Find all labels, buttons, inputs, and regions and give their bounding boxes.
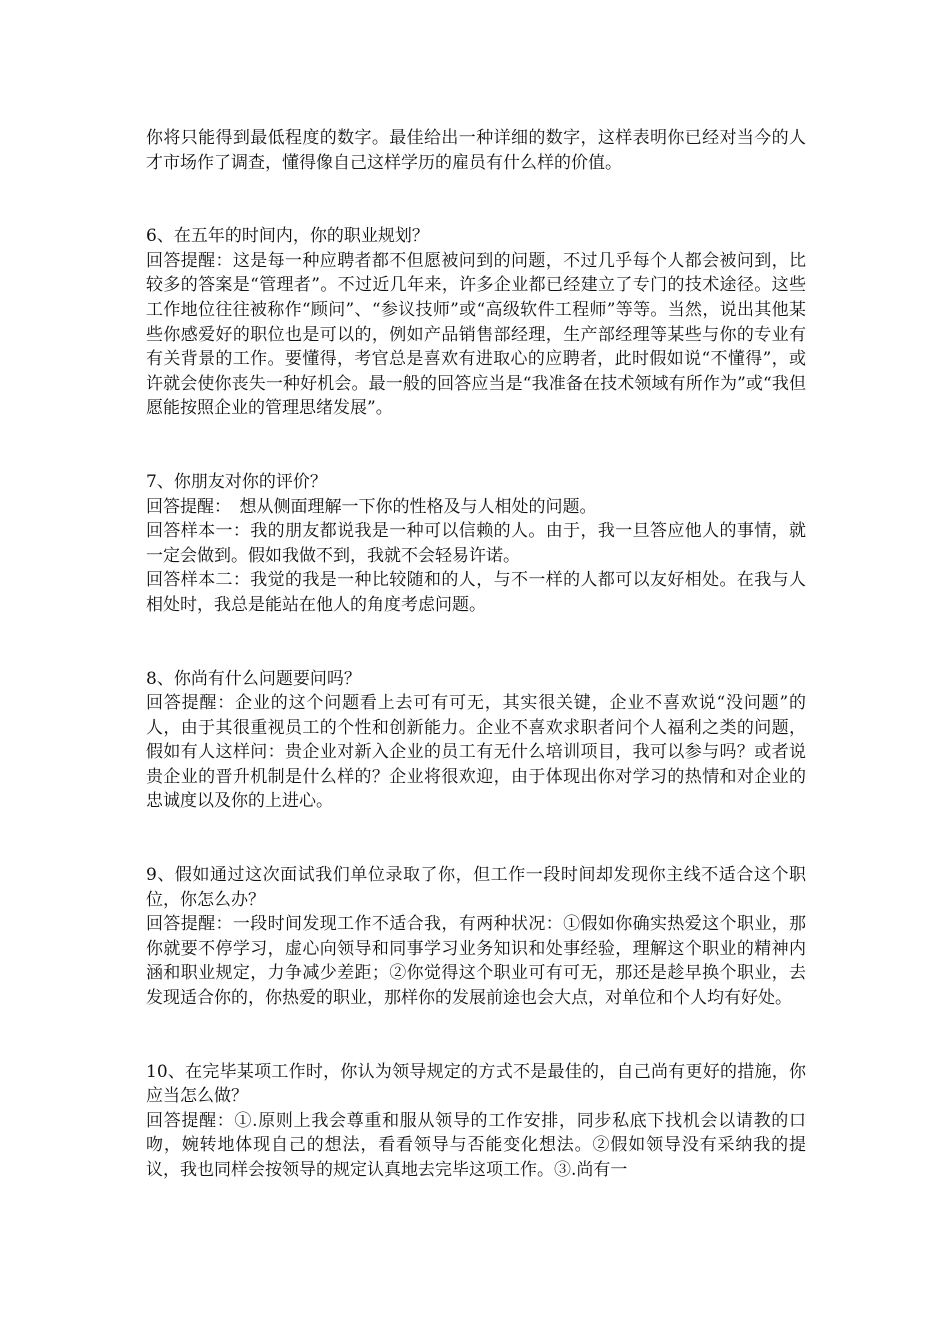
- answer-sample-paragraph: 回答样本一：我的朋友都说我是一种可以信赖的人。由于，我一旦答应他人的事情，就一定会做到。假如我做不到，我就不会轻易许诺。: [146, 521, 806, 566]
- answer-paragraph: 回答提醒：这是每一种应聘者都不但愿被问到的问题，不过几乎每个人都会被问到，比较多的答案是“管理者”。不过近几年来，许多企业都已经建立了专门的技术途径。这些工作地位往往被称作“顾问”、“参议技师”或“高级软件工程师”等等。当然，说出其他某些你感爱好的职位也是可以的，例如产品销售部经理，生产部经理等某些与你的专业有有关背景的工作。要懂得，考官总是喜欢有进取心的应聘者，此时假如说“不懂得”，或许就会使你丧失一种好机会。最一般的回答应当是“我准备在技术领域有所作为”或“我但愿能按照企业的管理思绪发展”。: [146, 250, 806, 419]
- section-gap: [146, 618, 806, 667]
- section-8: [146, 667, 806, 815]
- answer-sample-paragraph: 回答样本二：我觉的我是一种比较随和的人，与不一样的人都可以友好相处。在我与人相处时，我总是能站在他人的角度考虑问题。: [146, 570, 806, 615]
- question-heading: 6、在五年的时间内，你的职业规划？: [146, 226, 429, 247]
- section-gap: [146, 175, 806, 224]
- question-heading: 7、你朋友对你的评价？: [146, 471, 327, 492]
- section-10: [146, 1060, 806, 1183]
- answer-paragraph: 回答提醒：①.原则上我会尊重和服从领导的工作安排，同步私底下找机会以请教的口吻，婉转地体现自己的想法，看看领导与否能变化想法。②假如领导没有采纳我的提议，我也同样会按领导的规定认真地去完毕这项工作。③.尚有一: [146, 1110, 806, 1180]
- section-gap: [146, 421, 806, 470]
- question-heading: 8、你尚有什么问题要问吗？: [146, 668, 361, 689]
- section-9: [146, 863, 806, 1011]
- section-gap: [146, 1011, 806, 1060]
- section-gap: [146, 814, 806, 863]
- answer-paragraph: 回答提醒：一段时间发现工作不适合我，有两种状况：①假如你确实热爱这个职业，那你就要不停学习，虚心向领导和同事学习业务知识和处事经验，理解这个职业的精神内涵和职业规定，力争减少差距；②你觉得这个职业可有可无，那还是趁早换个职业，去发现适合你的，你热爱的职业，那样你的发展前途也会大点，对单位和个人均有好处。: [146, 914, 806, 1009]
- section-6: [146, 224, 806, 421]
- document-body: [146, 126, 806, 1183]
- section-7: [146, 470, 806, 618]
- answer-paragraph: 回答提醒： 想从侧面理解一下你的性格及与人相处的问题。: [146, 496, 597, 517]
- question-heading: 10、在完毕某项工作时，你认为领导规定的方式不是最佳的，自己尚有更好的措施，你应当怎么做？: [146, 1061, 806, 1107]
- question-heading: 9、假如通过这次面试我们单位录取了你，但工作一段时间却发现你主线不适合这个职位，你怎么办？: [146, 865, 806, 910]
- answer-paragraph: 回答提醒：企业的这个问题看上去可有可无，其实很关键，企业不喜欢说“没问题”的人，由于其很重视员工的个性和创新能力。企业不喜欢求职者问个人福利之类的问题，假如有人这样问：贵企业对新入企业的员工有无什么培训项目，我可以参与吗？或者说贵企业的晋升机制是什么样的？企业将很欢迎，由于体现出你对学习的热情和对企业的忠诚度以及你的上进心。: [146, 693, 806, 812]
- intro-paragraph: 你将只能得到最低程度的数字。最佳给出一种详细的数字，这样表明你已经对当今的人才市场作了调查，懂得像自己这样学历的雇员有什么样的价值。: [146, 128, 806, 173]
